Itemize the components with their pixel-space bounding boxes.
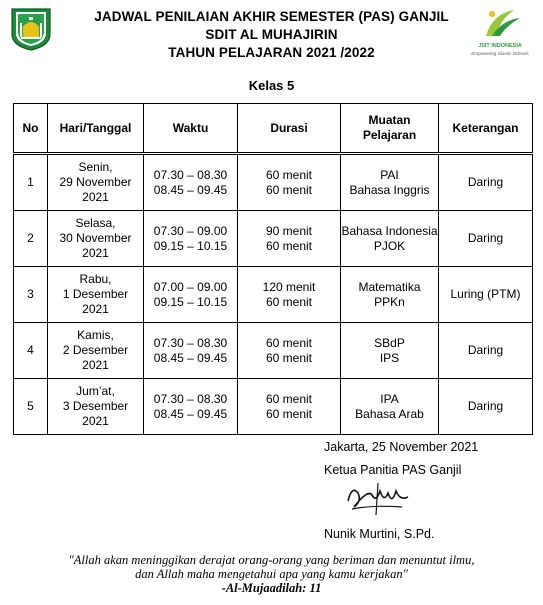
cell-time: 07.30 – 08.30 08.45 – 09.45 (144, 154, 238, 211)
cell-day-date: Kamis, 2 Desember 2021 (48, 323, 144, 379)
cell-subject: IPA Bahasa Arab (341, 379, 439, 435)
table-row (14, 211, 533, 267)
cell-time: 07.30 – 08.30 08.45 – 09.45 (144, 323, 238, 379)
quote-line-1: "Allah akan meninggikan derajat orang-orang yang beriman dan menuntut ilmu, (68, 553, 475, 567)
cell-note: Daring (439, 323, 533, 379)
cell-subject: SBdP IPS (341, 323, 439, 379)
cell-time: 07.30 – 09.00 09.15 – 10.15 (144, 211, 238, 267)
sign-name: Nunik Murtini, S.Pd. (324, 527, 435, 541)
schedule-table (13, 103, 533, 435)
header-school: SDIT AL MUHAJIRIN (205, 27, 338, 42)
cell-no: 3 (14, 267, 48, 323)
cell-note: Luring (PTM) (439, 267, 533, 323)
cell-time: 07.00 – 09.00 09.15 – 10.15 (144, 267, 238, 323)
table-header-row (14, 104, 533, 154)
table-row (14, 267, 533, 323)
cell-day-date: Senin, 29 November 2021 (48, 154, 144, 211)
header-year: TAHUN PELAJARAN 2021 /2022 (168, 45, 375, 60)
cell-no: 2 (14, 211, 48, 267)
cell-subject: Bahasa Indonesia PJOK (341, 211, 439, 267)
cell-time: 07.30 – 08.30 08.45 – 09.45 (144, 379, 238, 435)
column-header-subject: Muatan Pelajaran (341, 104, 439, 154)
table-row (14, 154, 533, 211)
cell-duration: 90 menit 60 menit (238, 211, 341, 267)
cell-note: Daring (439, 211, 533, 267)
column-header-note: Keterangan (439, 104, 533, 154)
class-label: Kelas 5 (248, 78, 295, 93)
quote-source: -Al-Mujaadilah: 11 (221, 581, 322, 595)
cell-duration: 120 menit 60 menit (238, 267, 341, 323)
cell-subject: PAI Bahasa Inggris (341, 154, 439, 211)
cell-no: 4 (14, 323, 48, 379)
header-title: JADWAL PENILAIAN AKHIR SEMESTER (PAS) GANJIL (94, 9, 449, 24)
cell-day-date: Jum’at, 3 Desember 2021 (48, 379, 144, 435)
sign-place-date: Jakarta, 25 November 2021 (324, 440, 479, 454)
jsit-logo-name: JSIT INDONESIA (478, 43, 522, 49)
cell-day-date: Rabu, 1 Desember 2021 (48, 267, 144, 323)
sign-role: Ketua Panitia PAS Ganjil (324, 463, 462, 477)
quote-block (0, 553, 543, 595)
table-row (14, 379, 533, 435)
cell-day-date: Selasa, 30 November 2021 (48, 211, 144, 267)
cell-duration: 60 menit 60 menit (238, 379, 341, 435)
jsit-logo-tagline: Empowering Islamic Schools (471, 51, 529, 56)
column-header-day: Hari/Tanggal (48, 104, 144, 154)
column-header-time: Waktu (144, 104, 238, 154)
handwritten-signature (342, 479, 414, 519)
cell-no: 5 (14, 379, 48, 435)
table-row (14, 323, 533, 379)
cell-duration: 60 menit 60 menit (238, 323, 341, 379)
cell-subject: Matematika PPKn (341, 267, 439, 323)
column-header-duration: Durasi (238, 104, 341, 154)
document-header (0, 8, 543, 62)
column-header-no: No (14, 104, 48, 154)
cell-note: Daring (439, 379, 533, 435)
cell-note: Daring (439, 154, 533, 211)
cell-duration: 60 menit 60 menit (238, 154, 341, 211)
cell-no: 1 (14, 154, 48, 211)
quote-line-2: dan Allah maha mengetahui apa yang kamu kerjakan" (135, 567, 408, 581)
